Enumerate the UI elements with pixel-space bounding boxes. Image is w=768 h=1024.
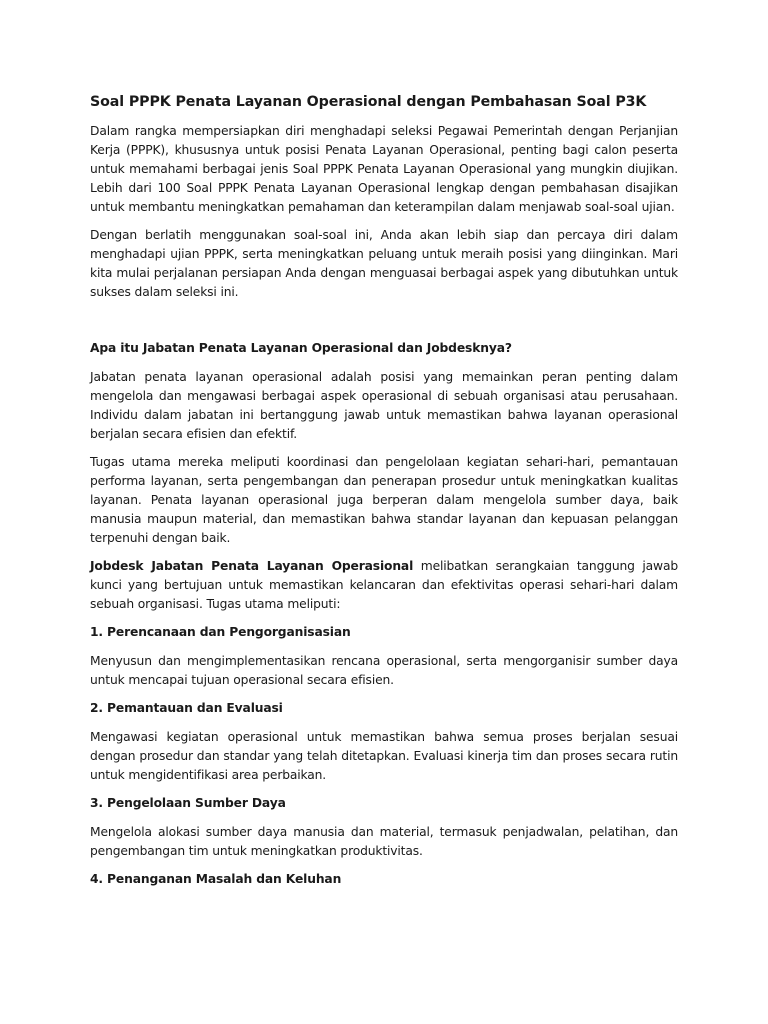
task-heading-1: 1. Perencanaan dan Pengorganisasian bbox=[90, 625, 351, 639]
task-body-2: Mengawasi kegiatan operasional untuk memastikan bahwa semua proses berjalan sesuai dengan prosedur dan standar yang telah ditetapkan. Evaluasi kinerja tim dan proses secara rutin untuk mengidentifikasi area perbaikan. bbox=[90, 730, 678, 782]
task-body-1: Menyusun dan mengimplementasikan rencana operasional, serta mengorganisir sumber daya untuk mencapai tujuan operasional secara efisien. bbox=[90, 654, 678, 687]
document-page bbox=[90, 93, 678, 899]
section-paragraph-1: Jabatan penata layanan operasional adalah posisi yang memainkan peran penting dalam mengelola dan mengawasi berbagai aspek operasional di sebuah organisasi atau perusahaan. Individu dalam jabatan ini bertanggung jawab untuk memastikan bahwa layanan operasional berjalan secara efisien dan efektif. bbox=[90, 370, 678, 441]
task-body-3: Mengelola alokasi sumber daya manusia dan material, termasuk penjadwalan, pelatihan, dan pengembangan tim untuk meningkatkan produktivitas. bbox=[90, 825, 678, 858]
jobdesk-lead-rest: melibatkan serangkaian tanggung jawab kunci yang bertujuan untuk memastikan kelancaran dan efektivitas operasi sehari-hari dalam sebuah organisasi. Tugas utama meliputi: bbox=[90, 559, 679, 611]
section-heading: Apa itu Jabatan Penata Layanan Operasional dan Jobdesknya? bbox=[90, 341, 512, 355]
jobdesk-lead-bold: Jobdesk Jabatan Penata Layanan Operasional bbox=[90, 559, 414, 573]
document-title: Soal PPPK Penata Layanan Operasional dengan Pembahasan Soal P3K bbox=[90, 94, 647, 110]
jobdesk-paragraph bbox=[90, 557, 678, 614]
task-heading-3: 3. Pengelolaan Sumber Daya bbox=[90, 796, 286, 810]
section-paragraph-2: Tugas utama mereka meliputi koordinasi dan pengelolaan kegiatan sehari-hari, pemantauan performa layanan, serta pengembangan dan penerapan prosedur untuk meningkatkan kualitas layanan. Penata layanan operasional juga berperan dalam mengelola sumber daya, baik manusia maupun material, dan memastikan bahwa standar layanan dan kepuasan pelanggan terpenuhi dengan baik. bbox=[90, 455, 678, 545]
task-heading-2: 2. Pemantauan dan Evaluasi bbox=[90, 701, 283, 715]
section-spacer bbox=[90, 311, 678, 339]
task-heading-4: 4. Penanganan Masalah dan Keluhan bbox=[90, 872, 342, 886]
intro-paragraph-1: Dalam rangka mempersiapkan diri menghadapi seleksi Pegawai Pemerintah dengan Perjanjian Kerja (PPPK), khususnya untuk posisi Penata Layanan Operasional, penting bagi calon peserta untuk memahami berbagai jenis Soal PPPK Penata Layanan Operasional yang mungkin diujikan. Lebih dari 100 Soal PPPK Penata Layanan Operasional lengkap dengan pembahasan disajikan untuk membantu meningkatkan pemahaman dan keterampilan dalam menjawab soal-soal ujian. bbox=[90, 124, 678, 214]
intro-paragraph-2: Dengan berlatih menggunakan soal-soal ini, Anda akan lebih siap dan percaya diri dalam menghadapi ujian PPPK, serta meningkatkan peluang untuk meraih posisi yang diinginkan. Mari kita mulai perjalanan persiapan Anda dengan menguasai berbagai aspek yang dibutuhkan untuk sukses dalam seleksi ini. bbox=[90, 228, 678, 299]
